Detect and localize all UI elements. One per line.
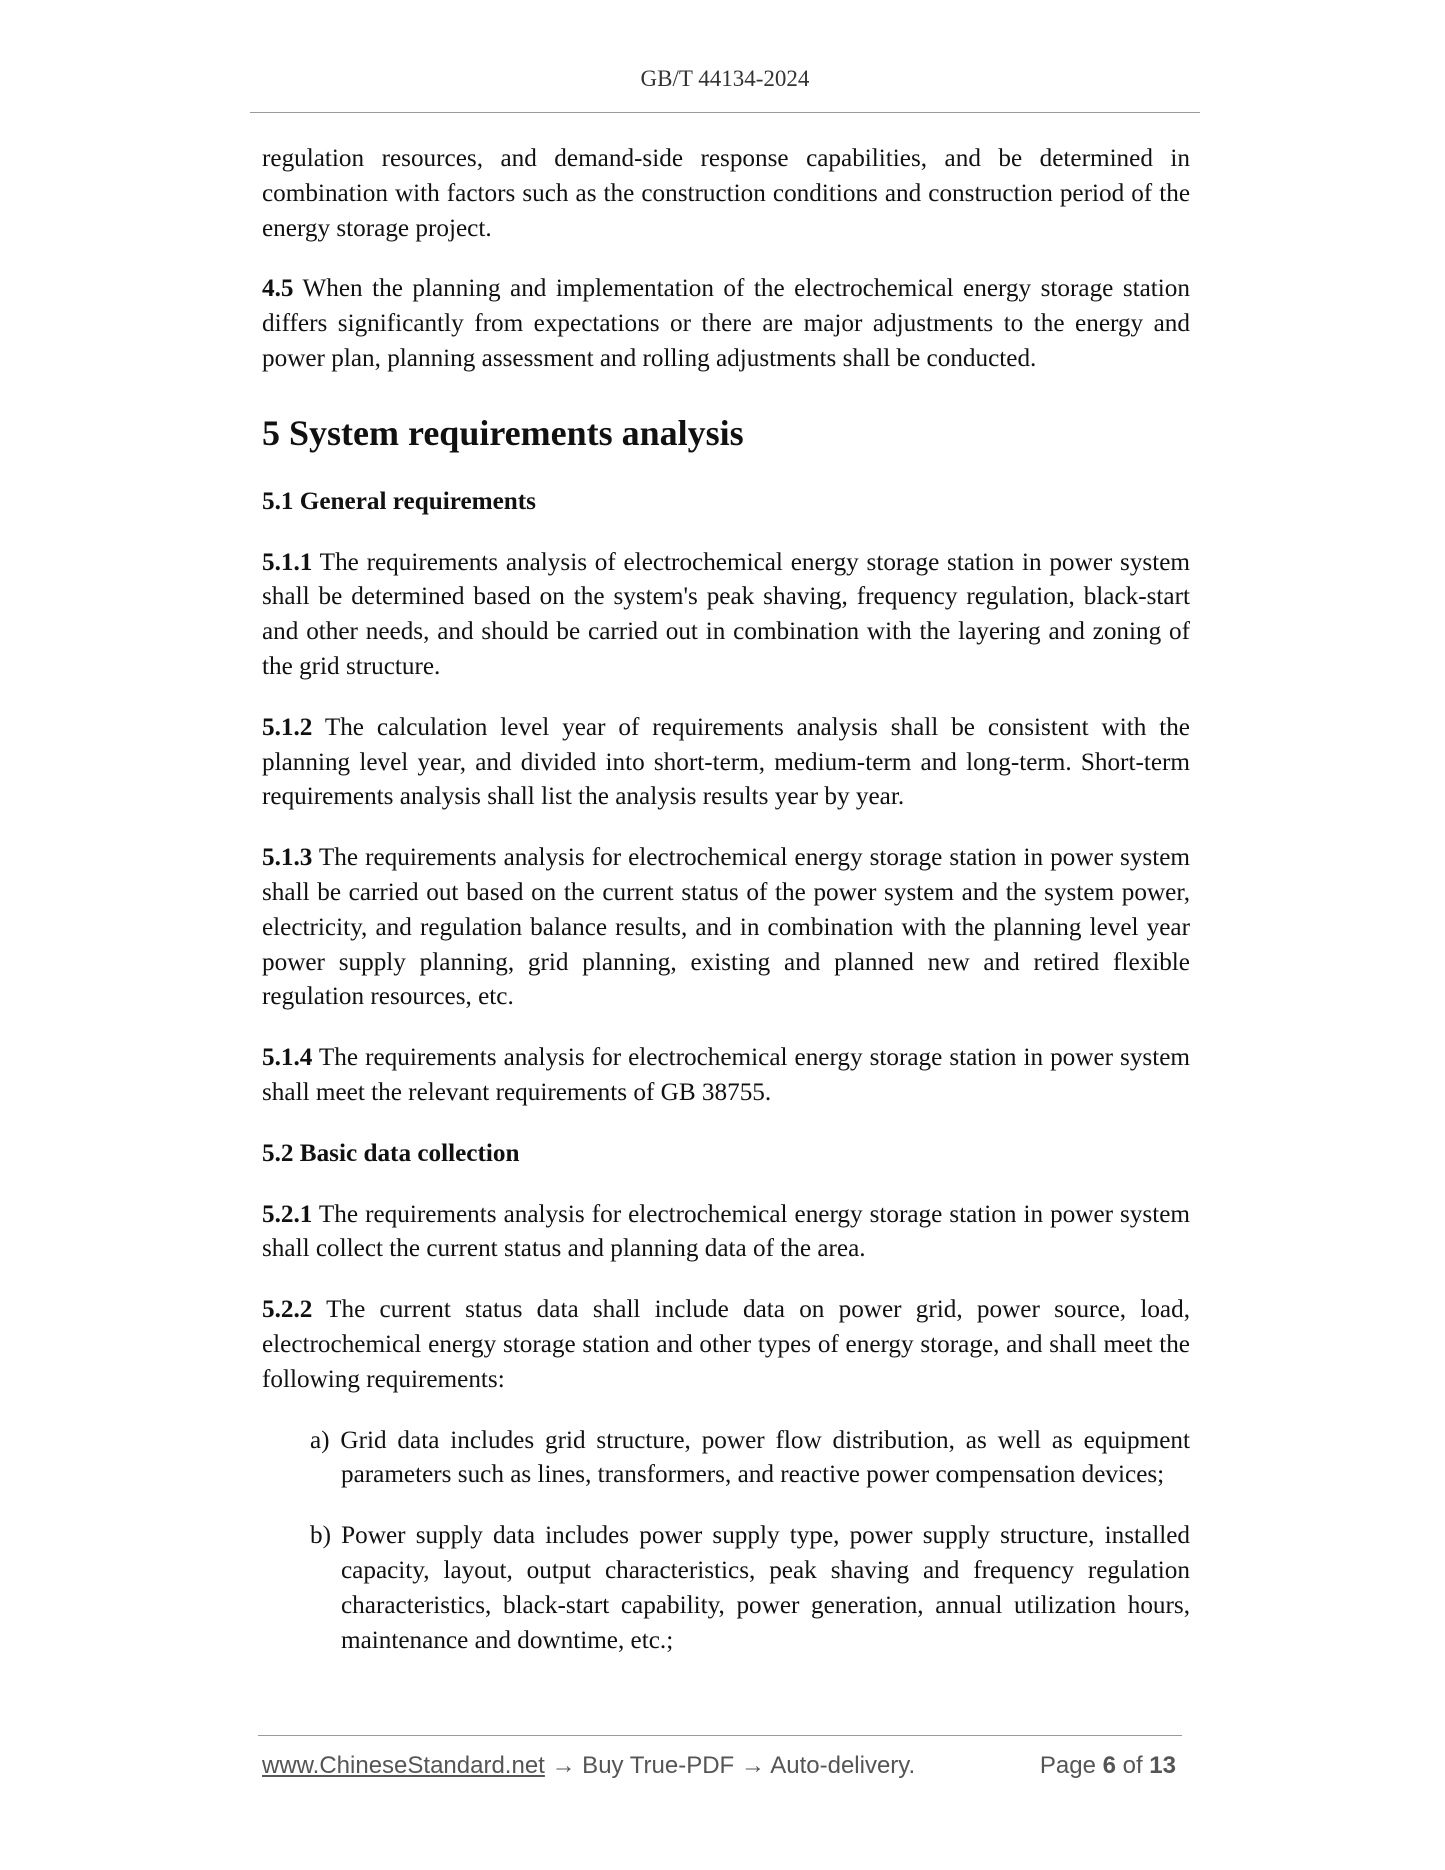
clause-5-1-1 bbox=[262, 546, 1190, 685]
page-of: of bbox=[1115, 1752, 1150, 1779]
footer-divider bbox=[258, 1735, 1182, 1736]
promo-text: → Buy True-PDF → Auto-delivery. bbox=[544, 1752, 916, 1779]
page-total: 13 bbox=[1149, 1752, 1176, 1779]
page-current: 6 bbox=[1102, 1752, 1116, 1779]
clause-text: The calculation level year of requirements analysis shall be consistent with the planning level year, and divided into short-term, medium-term and long-term. Short-term requirements analysis shall list the analysis results year by year. bbox=[262, 713, 1190, 811]
list-item-b: b) Power supply data includes power supply type, power supply structure, installed capacity, layout, output characteristics, peak shaving and frequency regulation characteristics, black-start capability, power generation, annual utilization hours, maintenance and downtime, etc.; bbox=[310, 1522, 1190, 1654]
clause-text: The requirements analysis for electrochemical energy storage station in power system shall collect the current status and planning data of the area. bbox=[262, 1200, 1190, 1263]
standard-id: GB/T 44134-2024 bbox=[640, 66, 810, 91]
clause-number: 5.1.1 bbox=[262, 548, 313, 576]
page-label: Page bbox=[1039, 1752, 1103, 1779]
clause-text: The requirements analysis of electrochemical energy storage station in power system shall be determined based on the system's peak shaving, frequency regulation, black-start and other needs, and should be carried out in combination with the layering and zoning of the grid structure. bbox=[262, 548, 1190, 680]
section-heading-5: 5 System requirements analysis bbox=[262, 412, 744, 453]
clause-5-1-2 bbox=[262, 711, 1190, 815]
header-divider bbox=[250, 112, 1200, 113]
clause-4-5 bbox=[262, 272, 1190, 376]
clause-number: 5.2.2 bbox=[262, 1296, 313, 1324]
list-item-a: a) Grid data includes grid structure, power flow distribution, as well as equipment parameters such as lines, transformers, and reactive power compensation devices; bbox=[310, 1426, 1190, 1489]
page-body bbox=[262, 142, 1190, 1684]
subsection-heading-5-2: 5.2 Basic data collection bbox=[262, 1139, 520, 1167]
clause-5-2-1 bbox=[262, 1198, 1190, 1268]
clause-number: 5.1.2 bbox=[262, 713, 313, 741]
page-indicator bbox=[1040, 1752, 1176, 1780]
clause-5-2-2 bbox=[262, 1293, 1190, 1397]
paragraph-continued: regulation resources, and demand-side response capabilities, and be determined in combination with factors such as the construction conditions and construction period of the energy storage project. bbox=[262, 145, 1190, 242]
subsection-heading-5-1: 5.1 General requirements bbox=[262, 487, 536, 515]
clause-5-1-3 bbox=[262, 841, 1190, 1015]
clause-number: 4.5 bbox=[262, 275, 294, 303]
clause-text: The current status data shall include data on power grid, power source, load, electrochemical energy storage station and other types of energy storage, and shall meet the following requirements: bbox=[262, 1296, 1190, 1393]
clause-text: When the planning and implementation of the electrochemical energy storage station differs significantly from expectations or there are major adjustments to the energy and power plan, planning assessment and rolling adjustments shall be conducted. bbox=[262, 275, 1190, 372]
clause-number: 5.1.3 bbox=[262, 844, 313, 872]
website-link[interactable]: www.ChineseStandard.net bbox=[262, 1752, 545, 1779]
clause-5-1-4 bbox=[262, 1041, 1190, 1111]
clause-text: The requirements analysis for electrochemical energy storage station in power system shall meet the relevant requirements of GB 38755. bbox=[262, 1044, 1190, 1106]
clause-text: The requirements analysis for electrochemical energy storage station in power system shall be carried out based on the current status of the power system and the system power, electricity, and regulation balance results, and in combination with the planning level year power supply planning, grid planning, existing and planned new and retired flexible regulation resources, etc. bbox=[262, 844, 1190, 1011]
clause-number: 5.2.1 bbox=[262, 1200, 313, 1228]
page-footer bbox=[262, 1752, 1182, 1780]
clause-number: 5.1.4 bbox=[262, 1044, 313, 1072]
document-header bbox=[250, 66, 1200, 92]
